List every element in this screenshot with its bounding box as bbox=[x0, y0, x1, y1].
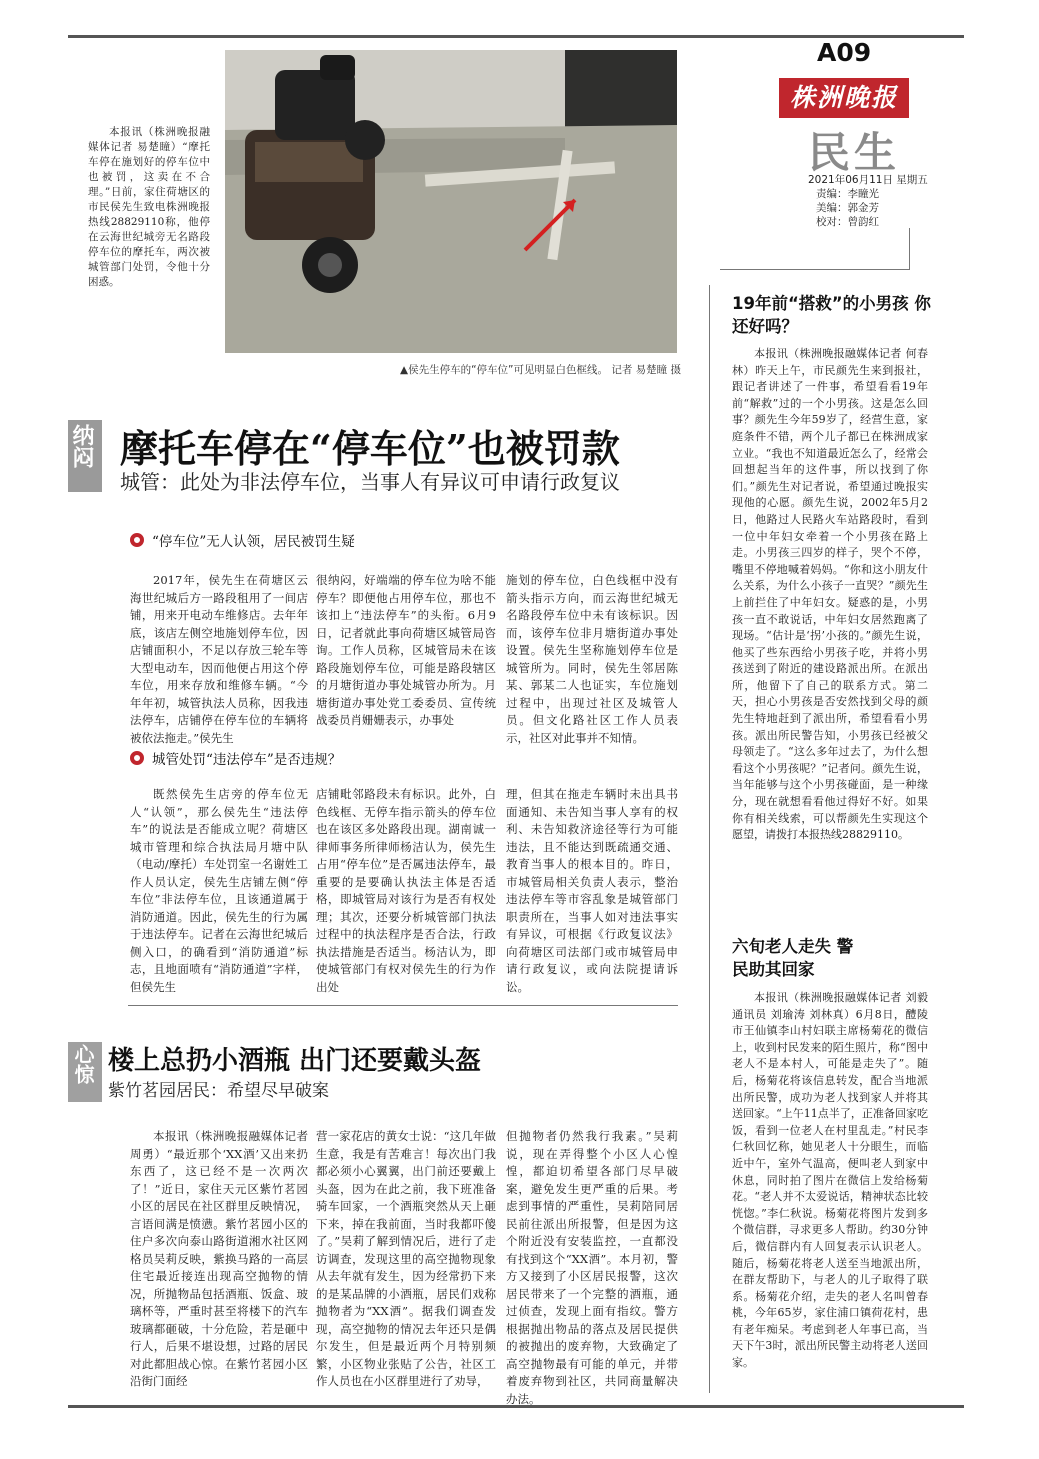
second-col2: 营一家花店的黄女士说：“这几年做生意，我是有苦难言！每次出门我都必须小心翼翼，出门前还要戴上头盔，因为在此之前，我下班准备骑车回家，一个酒瓶突然从天上砸下来，掉在我前面，当时我都吓傻了。”吴莉了解到情况后，进行了走访调查，发现这里的高空抛物现象从去年就有发生，因为经常扔下来的是某品牌的小酒瓶，居民们戏称抛物者为“XX酒”。据我们调查发现，高空抛物的情况去年还只是偶尔发生，但是最近两个月特别频繁，小区物业张贴了公告，社区工作人员也在小区群里进行了劝导， bbox=[316, 1129, 496, 1388]
motorcycle-photo-illustration bbox=[225, 50, 677, 353]
bullet-icon bbox=[130, 533, 144, 547]
second-tag bbox=[68, 1042, 102, 1102]
lead-subheadline: 城管：此处为非法停车位，当事人有异议可申请行政复议 bbox=[120, 470, 620, 494]
bullet-icon bbox=[130, 751, 144, 765]
second-subheadline: 紫竹茗园居民：希望尽早破案 bbox=[108, 1081, 329, 1101]
section1-heading bbox=[130, 530, 355, 550]
second-headline: 楼上总扔小酒瓶 出门还要戴头盔 bbox=[108, 1046, 482, 1076]
lead-tag bbox=[68, 420, 102, 492]
sidebar1-headline: 19年前“搭救”的小男孩 你还好吗？ bbox=[732, 294, 931, 336]
lead-headline: 摩托车停在“停车位”也被罚款 bbox=[120, 426, 620, 471]
lead-tag-text: 纳闷 bbox=[69, 424, 95, 468]
sidebar2-headline: 六旬老人走失 警民助其回家 bbox=[732, 937, 854, 979]
section1-col3: 施划的停车位，白色线框中没有箭头指示方向，而云海世纪城无名路段停车位中未有该标识。因而，该停车位非月塘街道办事处设置。侯先生坚称施划停车位是城管所为。同时，侯先生邻居陈某、郭某二人也证实，车位施划过程中，出现过社区及城管人员。但文化路社区工作人员表示，社区对此事并不知情。 bbox=[506, 573, 678, 745]
editor-credit: 责编：李瞳光 bbox=[816, 188, 879, 200]
section1-col2: 很纳闷，好端端的停车位为啥不能停车？即便他占用停车位，那也不该扣上“违法停车”的头衔。6月9日，记者就此事向荷塘区城管局咨询。工作人员称，区城管局未在该路段施划停车位，可能是路段辖区的月塘街道办事处城管办所为。月塘街道办事处党工委委员、宣传统战委员肖姗姗表示，办事处 bbox=[316, 573, 496, 727]
second-col1: 本报讯（株洲晚报融媒体记者 周勇）“最近那个‘XX酒’又出来扔东西了，这已经不是一次两次了！”近日，家住天元区紫竹茗园小区的居民在社区群里反映情况，言语间满是愤懑。紫竹茗园小区的住户多次向泰山路街道湘水社区网格员吴莉反映，紫换马路的一高层住宅最近接连出现高空抛物的情况，所抛物品包括酒瓶、饭盒、玻璃杯等，严重时甚至将楼下的汽车玻璃都砸破，十分危险，若是砸中行人，后果不堪设想，过路的居民对此都胆战心惊。在紫竹茗园小区沿街门面经 bbox=[130, 1129, 308, 1388]
paper-logo: 株洲晚报 bbox=[779, 78, 909, 118]
photo-caption: ▲侯先生停车的“停车位”可见明显白色框线。 记者 易楚瞳 摄 bbox=[400, 364, 681, 376]
page-number: A09 bbox=[817, 38, 872, 67]
section1-title: “停车位”无人认领，居民被罚生疑 bbox=[152, 534, 355, 550]
article-divider bbox=[128, 1005, 678, 1006]
section2-col1: 既然侯先生店旁的停车位无人“认领”，那么侯先生“违法停车”的说法是否能成立呢？荷塘区城市管理和综合执法局月塘中队（电动/摩托）车处罚室一名谢姓工作人员认定，侯先生店铺左侧“停车位”非法停车位，且该通道属于消防通道。因此，侯先生的行为属于违法停车。记者在云海世纪城后侧入口，的确看到“消防通道”标志，且地面喷有“消防通道”字样，但侯先生 bbox=[130, 787, 308, 994]
proofreader-credit: 校对：曾韵红 bbox=[816, 216, 879, 228]
news-photo bbox=[225, 50, 677, 353]
section2-col2: 店铺毗邻路段未有标识。此外，白色线框、无停车指示箭头的停车位也在该区多处路段出现。湖南诚一律师事务所律师杨洁认为，侯先生占用“停车位”是否属违法停车，最重要的是要确认执法主体是否适格，即城管局对该行为是否有权处理；其次，还要分析城管部门执法过程中的执法程序是否合法，行政执法措施是否适当。杨洁认为，即使城管部门有权对侯先生的行为作出处 bbox=[316, 787, 496, 994]
section2-col3: 理，但其在拖走车辆时未出具书面通知、未告知当事人享有的权利、未告知救济途径等行为可能违法，且不能达到既疏通交通、教育当事人的根本目的。昨日，市城管局相关负责人表示，整治违法停车等市容乱象是城管部门职责所在，当事人如对违法事实有异议，可根据《行政复议法》向荷塘区司法部门或市城管局申请行政复议，或向法院提请诉讼。 bbox=[506, 787, 678, 994]
section-name: 民生 bbox=[808, 128, 901, 177]
second-tag-text: 心惊 bbox=[71, 1044, 95, 1084]
section1-col1: 2017年，侯先生在荷塘区云海世纪城后方一路段租用了一间店铺，用来开电动车维修店。去年年底，该店左侧空地施划停车位，因店铺面积小，不足以存放三轮车等大型电动车，因而他便占用这个停车位，用来存放和维修车辆。“今年年初，城管执法人员称，因我违法停车，店铺停在停车位的车辆将被依法拖走。”侯先生 bbox=[130, 573, 308, 745]
date-line: 2021年06月11日 星期五 bbox=[808, 174, 928, 186]
section2-heading bbox=[130, 748, 341, 768]
sidebar1-body: 本报讯（株洲晚报融媒体记者 何春林）昨天上午，市民颜先生来到报社，跟记者讲述了一件事，希望看看19年前“解救”过的一个小男孩。这是怎么回事？颜先生今年59岁了，经营生意，家庭条件不错，两个儿子都已在株洲成家立业。“我也不知道最近怎么了，经常会回想起当年的这件事，所以找到了你们。”颜先生对记者说，希望通过晚报实现他的心愿。颜先生说，2002年5月2日，他路过人民路火车站路段时，看到一位中年妇女牵着一个小男孩在路上走。小男孩三四岁的样子，哭个不停，嘴里不停地喊着妈妈。“你和这小朋友什么关系，为什么小孩子一直哭？”颜先生上前拦住了中年妇女。疑惑的是，小男孩一直不敢说话，中年妇女居然跑离了现场。“估计是‘拐’小孩的。”颜先生说，他买了些东西给小男孩子吃，并将小男孩送到了附近的建设路派出所。在派出所，他留下了自己的联系方式。第二天，担心小男孩是否安然找到父母的颜先生特地赶到了派出所，希望看看小男孩。派出所民警告知，小男孩已经被父母领走了。“这么多年过去了，为什么想看这个小男孩呢？”记者问。颜先生说，当年能够与这个小男孩碰面，是一种缘分，现在就想看看他过得好不好。如果你有相关线索，可以帮颜先生实现这个愿望，请拨打本报热线28829110。 bbox=[732, 347, 928, 842]
second-col3: 但抛物者仍然我行我素。”吴莉说，现在弄得整个小区人心惶惶，都迫切希望各部门尽早破案，避免发生更严重的后果。考虑到事情的严重性，吴莉陪同居民前往派出所报警，但是因为这个附近没有安装监控，一直都没有找到这个“XX酒”。本月初，警方又接到了小区居民报警，这次居民带来了一个完整的酒瓶，通过侦查，发现上面有指纹。警方根据抛出物品的落点及居民提供的被抛出的废弃物，大致确定了高空抛物最有可能的单元，并带着废弃物到社区，共同商量解决办法。 bbox=[506, 1129, 678, 1406]
designer-credit: 美编：郭金芳 bbox=[816, 202, 879, 214]
sidebar2-body: 本报讯（株洲晚报融媒体记者 刘毅 通讯员 刘瑜涛 刘林真）6月8日，醴陵市王仙镇李山村妇联主席杨菊花的微信上，收到村民发来的陌生照片，称“图中老人不是本村人，可能是走失了”。随后，杨菊花将该信息转发，配合当地派出所民警，成功为老人找到家人并将其送回家。“上午11点半了，正准备回家吃饭，看到一位老人在村里乱走。”村民李仁秋回忆称，她见老人十分眼生，而临近中午，室外气温高，便叫老人到家中休息，同时拍了图片在微信上发给杨菊花。“老人并不太爱说话，精神状态比较恍惚。”李仁秋说。杨菊花将图片发到多个微信群，寻求更多人帮助。约30分钟后，微信群内有人回复表示认识老人。随后，杨菊花将老人送至当地派出所，在群友帮助下，与老人的儿子取得了联系。杨菊花介绍，走失的老人名叫曾春桃，今年65岁，家住浦口镇荷花村，患有老年痴呆。考虑到老人年事已高，当天下午3时，派出所民警主动将老人送回家。 bbox=[732, 991, 928, 1370]
section2-title: 城管处罚“违法停车”是否违规？ bbox=[152, 752, 342, 768]
sidebar-rule bbox=[709, 285, 710, 1393]
masthead-corner bbox=[720, 228, 910, 270]
lead-intro: 本报讯（株洲晚报融媒体记者 易楚瞳）“摩托车停在施划好的停车位中也被罚，这卖在不合理。”日前，家住荷塘区的市民侯先生致电株洲晚报热线28829110称，他停在云海世纪城旁无名路段停车位的摩托车，两次被城管部门处罚，令他十分困惑。 bbox=[88, 126, 210, 288]
